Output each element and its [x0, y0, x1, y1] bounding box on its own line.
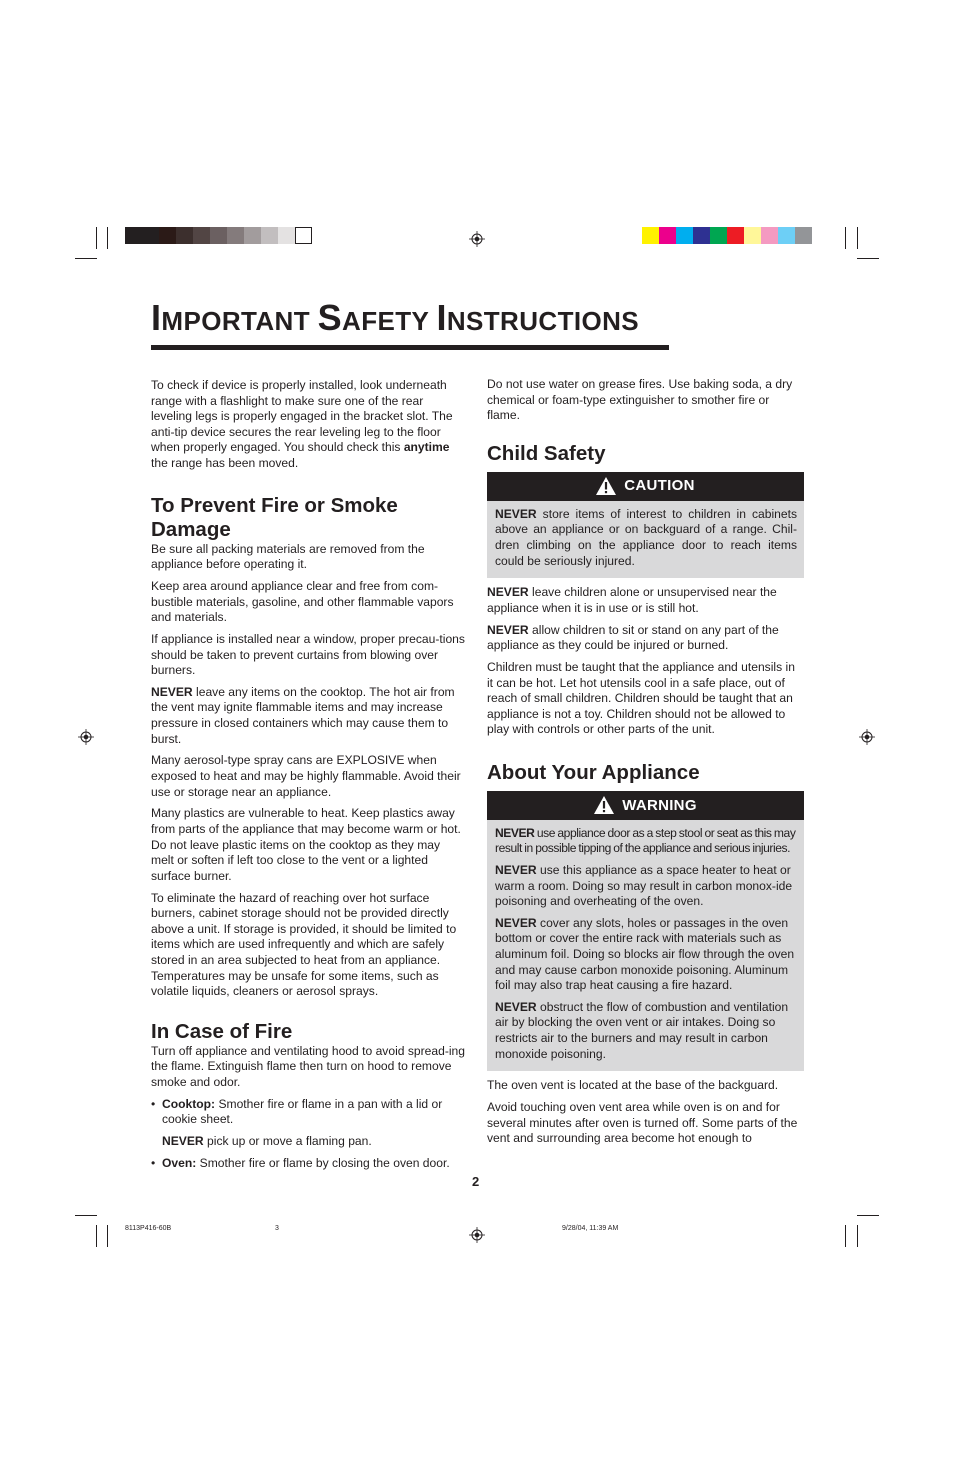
calibration-swatch — [659, 227, 676, 244]
calibration-swatch — [227, 227, 244, 244]
fire-paragraph: Be sure all packing materials are removed from the appliance before operating it. — [151, 541, 425, 572]
crop-mark — [857, 227, 858, 249]
crop-mark — [75, 258, 97, 259]
warning-box — [487, 791, 804, 1071]
crop-mark — [845, 227, 846, 249]
crop-mark — [75, 1215, 97, 1216]
warning-label: WARNING — [622, 796, 697, 814]
calibration-swatch — [142, 227, 159, 244]
calibration-swatch — [278, 227, 295, 244]
crop-mark — [107, 1225, 108, 1247]
crop-mark — [96, 1225, 97, 1247]
child-paragraph: NEVER allow children to sit or stand on any part of the appliance as they could be injured or burned. — [487, 622, 779, 653]
vent-paragraph: Avoid touching oven vent area while oven is on and for several minutes after oven is turned off. Some parts of the vent and surrounding area become hot enough to — [487, 1099, 798, 1146]
page-title — [151, 295, 671, 344]
calibration-swatch — [676, 227, 693, 244]
registration-target-icon — [78, 729, 94, 745]
never-pick-up-note: NEVER pick up or move a flaming pan. — [162, 1134, 372, 1149]
footer-timestamp: 9/28/04, 11:39 AM — [562, 1225, 619, 1232]
calibration-swatch — [727, 227, 744, 244]
calibration-swatch — [761, 227, 778, 244]
caution-label: CAUTION — [624, 477, 695, 495]
caution-header — [487, 472, 804, 501]
intro-paragraph: To check if device is properly installed, look underneath range with a flashlight to make sure one of the rear leveling legs is properly engaged in the bracket slot. The anti-tip device secures the rear leveling leg to the floor when properly engaged. You should check this anytime the range has been moved. — [151, 378, 453, 470]
fire-paragraph: Many aerosol-type spray cans are EXPLOSIVE when exposed to heat and may be highly flammable. Avoid their use or storage near an appliance. — [151, 753, 461, 799]
grayscale-calibration-bar — [125, 227, 312, 244]
warning-item: NEVER use appliance door as a step stool or seat as this may result in possible tipping of the appliance and serious injuries. — [495, 825, 796, 856]
warning-item: NEVER use this appliance as a space heater to heat or warm a room. Doing so may result in carbon monox-ide poisoning and overheating of the oven. — [495, 863, 793, 909]
fire-paragraph: If appliance is installed near a window, proper precau-tions should be taken to prevent curtains from blowing over burners. — [151, 631, 465, 678]
caution-box — [487, 472, 804, 578]
about-appliance-heading: About Your Appliance — [487, 760, 700, 784]
calibration-swatch — [125, 227, 142, 244]
caution-body — [487, 501, 804, 578]
vent-paragraph: The oven vent is located at the base of the backguard. — [487, 1078, 779, 1093]
title-initial: I — [436, 297, 447, 338]
child-safety-heading: Child Safety — [487, 441, 606, 465]
title-word: AFETY — [342, 306, 429, 336]
title-word: NSTRUCTIONS — [446, 306, 640, 336]
crop-mark — [857, 258, 879, 259]
fire-paragraph: To eliminate the hazard of reaching over hot surface burners, cabinet storage should not be provided directly above a unit. If storage is provided, it should be limited to items which are used infrequently and which are safely stored in an area subjected to heat from an appliance. Temperatures may be unsafe for some items, such as volatile liquids, cleaners or aerosol sprays. — [151, 890, 457, 999]
title-initial: S — [317, 297, 343, 338]
grease-fire-paragraph: Do not use water on grease fires. Use baking soda, a dry chemical or foam-type extinguisher to smother fire or flame. — [487, 377, 793, 423]
crop-mark — [857, 1225, 858, 1247]
crop-mark — [845, 1225, 846, 1247]
calibration-swatch — [261, 227, 278, 244]
calibration-swatch — [710, 227, 727, 244]
warning-item: NEVER cover any slots, holes or passages in the oven bottom or cover the entire rack with materials such as aluminum foil. Doing so blocks air flow through the oven and may cause carbon monoxide poisoning. Aluminum foil may also trap heat causing a fire hazard. — [495, 915, 795, 993]
caution-text: NEVER store items of interest to children in cabinets above an appliance or on backguard of a range. Chil-dren climbing on the appliance door to reach items could be seriously injured. — [495, 506, 797, 568]
fire-smoke-heading: To Prevent Fire or Smoke Damage — [151, 493, 398, 541]
oven-bullet: • Oven: Smother fire or flame by closing the oven door. — [151, 1155, 450, 1170]
page-number: 2 — [472, 1174, 480, 1189]
child-paragraph: Children must be taught that the appliance and utensils in it can be hot. Let hot utensils cool in a safe place, out of reach of small children. Children should be taught that an appliance is not a toy. Children should not be allowed to play with controls or other parts of the unit. — [487, 659, 795, 737]
child-paragraph: NEVER leave children alone or unsupervised near the appliance when it is in use or is still hot. — [487, 585, 777, 615]
calibration-swatch — [176, 227, 193, 244]
warning-header — [487, 791, 804, 820]
calibration-swatch — [159, 227, 176, 244]
crop-mark — [107, 227, 108, 249]
calibration-swatch — [778, 227, 795, 244]
calibration-swatch — [642, 227, 659, 244]
calibration-swatch — [795, 227, 812, 244]
footer-sheet-number: 3 — [275, 1225, 279, 1232]
crop-mark — [96, 227, 97, 249]
fire-paragraph: Turn off appliance and ventilating hood to avoid spread-ing the flame. Extinguish flame then turn on hood to remove smoke and odor. — [151, 1043, 465, 1089]
calibration-swatch — [744, 227, 761, 244]
fire-paragraph: Keep area around appliance clear and free from com-bustible materials, gasoline, and other flammable vapors and materials. — [151, 578, 454, 625]
right-column — [487, 377, 804, 1153]
warning-body — [487, 820, 804, 1071]
calibration-swatch — [244, 227, 261, 244]
footer-job-code: 8113P416-60B — [125, 1225, 172, 1232]
title-initial: I — [151, 297, 162, 338]
calibration-swatch — [193, 227, 210, 244]
calibration-swatch — [693, 227, 710, 244]
calibration-swatch — [295, 227, 312, 244]
title-rule — [151, 345, 669, 350]
fire-paragraph: NEVER leave any items on the cooktop. The hot air from the vent may ignite flammable items and may increase pressure in closed containers which may cause them to burst. — [151, 684, 455, 746]
registration-target-icon — [469, 1227, 485, 1243]
color-calibration-bar — [642, 227, 812, 244]
crop-mark — [857, 1215, 879, 1216]
warning-triangle-icon — [594, 796, 614, 814]
registration-target-icon — [859, 729, 875, 745]
fire-paragraph: Many plastics are vulnerable to heat. Keep plastics away from parts of the appliance that may become warm or hot. Do not leave plastic items on the cooktop as they may melt or soften if left too close to the vent or a lighted surface burner. — [151, 806, 461, 883]
warning-triangle-icon — [596, 477, 616, 495]
left-column — [151, 378, 466, 1178]
warning-item: NEVER obstruct the flow of combustion and ventilation air by blocking the oven vent or air intakes. Doing so restricts air to the burners and may result in carbon monoxide poisoning. — [495, 999, 789, 1061]
registration-target-icon — [469, 231, 485, 247]
cooktop-bullet: • Cooktop: Smother fire or flame in a pan with a lid or cookie sheet. — [151, 1096, 443, 1127]
title-word: MPORTANT — [161, 306, 310, 336]
calibration-swatch — [210, 227, 227, 244]
in-case-of-fire-heading: In Case of Fire — [151, 1019, 293, 1043]
